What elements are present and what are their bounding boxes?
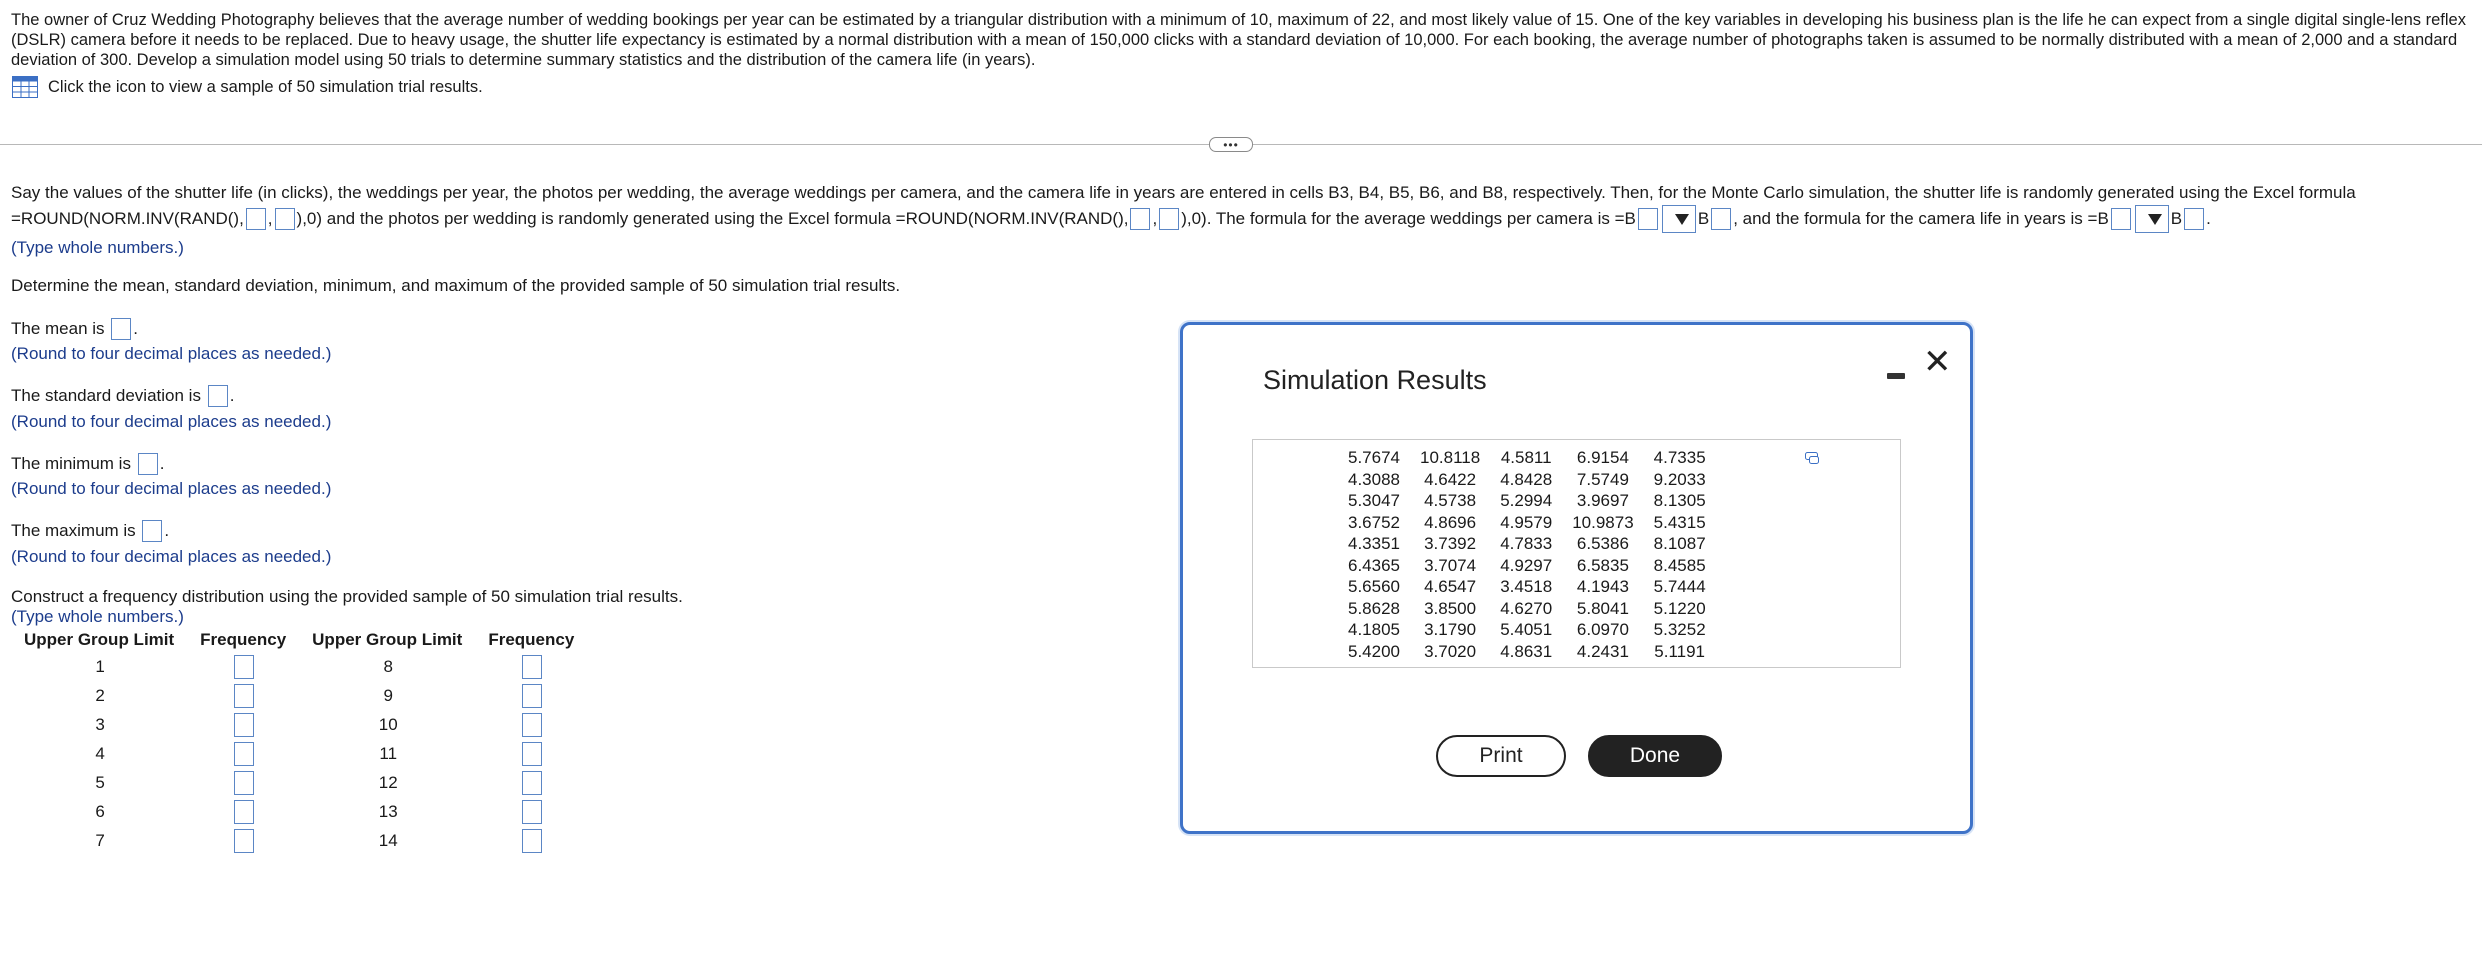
weddings-cell-input-1[interactable] (1638, 208, 1658, 230)
result-cell: 3.7392 (1424, 534, 1477, 553)
life-cell-input-2[interactable] (2184, 208, 2204, 230)
result-cell: 10.8118 (1420, 448, 1481, 467)
header-frequency-1: Frequency (200, 630, 287, 649)
result-cell: 3.7074 (1424, 555, 1477, 575)
results-table (1338, 447, 1716, 662)
result-cell: 5.2994 (1500, 491, 1553, 510)
result-cell: 4.8631 (1500, 641, 1553, 661)
frequency-input[interactable] (522, 684, 542, 708)
table-row (12, 826, 588, 855)
upper-limit-cell: 1 (95, 656, 105, 676)
upper-limit-cell: 8 (383, 656, 393, 676)
result-cell: 4.1943 (1576, 577, 1629, 596)
table-row (1338, 469, 1716, 491)
frequency-input[interactable] (234, 829, 254, 853)
table-row (1338, 598, 1716, 620)
std-hint: (Round to four decimal places as needed.) (11, 412, 332, 431)
frequency-input[interactable] (234, 713, 254, 737)
upper-limit-cell: 4 (95, 743, 105, 763)
results-panel (1252, 439, 1901, 668)
result-cell: 4.2431 (1576, 641, 1629, 661)
result-cell: 5.1220 (1653, 598, 1706, 618)
formula-prefix: =ROUND(NORM.INV(RAND(), (11, 209, 244, 228)
result-cell: 4.3351 (1348, 534, 1400, 553)
upper-limit-cell: 12 (378, 772, 398, 792)
frequency-input[interactable] (234, 684, 254, 708)
result-cell: 4.6270 (1500, 598, 1553, 618)
b-letter-2: B (2170, 209, 2183, 228)
result-cell: 6.9154 (1576, 448, 1629, 467)
result-cell: 6.5835 (1576, 555, 1629, 575)
photos-std-input[interactable] (1159, 208, 1179, 230)
result-cell: 4.6547 (1424, 577, 1477, 596)
shutter-mean-input[interactable] (246, 208, 266, 230)
result-cell: 3.1790 (1424, 620, 1477, 639)
upper-limit-cell: 3 (95, 714, 105, 734)
result-cell: 3.6752 (1348, 512, 1400, 532)
life-cell-input-1[interactable] (2111, 208, 2131, 230)
frequency-input[interactable] (522, 742, 542, 766)
result-cell: 4.6422 (1424, 469, 1477, 489)
formula-comma-2: , (1152, 209, 1158, 228)
mean-row (11, 318, 138, 340)
upper-limit-cell: 9 (383, 685, 393, 705)
result-cell: 4.1805 (1348, 620, 1400, 639)
upper-limit-cell: 10 (378, 714, 398, 734)
problem-statement: The owner of Cruz Wedding Photography believes that the average number of wedding bookings per year can be estimated by a triangular distribution with a minimum of 10, maximum of 22, and most likely value of 15. One of the key variables in developing his business plan is the life he can expect from a single digital single-lens reflex (DSLR) camera before it needs to be replaced. Due to heavy usage, the shutter life expectancy is estimated by a normal distribution with a mean of 150,000 clicks with a standard deviation of 10,000. For each booking, the average number of photographs taken is assumed to be normally distributed with a mean of 2,000 and a standard deviation of 300. Develop a simulation model using 50 trials to determine summary statistics and the distribution of the camera life (in years). (11, 11, 2466, 69)
max-label: The maximum is (11, 521, 136, 540)
result-cell: 5.8041 (1576, 598, 1629, 618)
table-row (12, 739, 588, 768)
table-row (1338, 619, 1716, 641)
life-operator-dropdown[interactable] (2135, 205, 2169, 233)
result-cell: 5.1191 (1654, 641, 1706, 661)
table-row (1338, 512, 1716, 534)
frequency-input[interactable] (234, 655, 254, 679)
frequency-input[interactable] (234, 771, 254, 795)
table-icon[interactable] (12, 76, 38, 98)
result-cell: 8.1305 (1653, 491, 1706, 510)
table-row (12, 710, 588, 739)
upper-limit-cell: 5 (95, 772, 105, 792)
min-hint: (Round to four decimal places as needed.) (11, 479, 332, 498)
std-row (11, 385, 234, 407)
upper-limit-cell: 6 (95, 801, 105, 821)
upper-limit-cell: 13 (378, 801, 398, 821)
header-upper-limit-2: Upper Group Limit (312, 630, 463, 649)
result-cell: 9.2033 (1653, 469, 1706, 489)
table-row (12, 681, 588, 710)
frequency-table (12, 628, 588, 855)
weddings-operator-dropdown[interactable] (1662, 205, 1696, 233)
result-cell: 4.7833 (1500, 534, 1553, 553)
b-letter: B (1697, 209, 1710, 228)
formula-mid3: , and the formula for the camera life in years is =B (1733, 209, 2109, 228)
upper-limit-cell: 11 (379, 743, 398, 763)
sample-link-text[interactable]: Click the icon to view a sample of 50 simulation trial results. (48, 77, 483, 96)
frequency-input[interactable] (234, 742, 254, 766)
result-cell: 6.0970 (1576, 620, 1629, 639)
part-c-hint: (Type whole numbers.) (11, 607, 184, 626)
result-cell: 10.9873 (1572, 512, 1634, 532)
mean-input[interactable] (111, 318, 131, 340)
done-button[interactable]: Done (1588, 735, 1722, 777)
std-period: . (229, 386, 235, 405)
result-cell: 4.9297 (1500, 555, 1553, 575)
mean-period: . (133, 319, 139, 338)
upper-limit-cell: 2 (95, 685, 105, 705)
mean-hint: (Round to four decimal places as needed.) (11, 344, 332, 363)
result-cell: 4.8428 (1500, 469, 1553, 489)
table-row (1338, 533, 1716, 555)
shutter-std-input[interactable] (275, 208, 295, 230)
result-cell: 4.9579 (1500, 512, 1553, 532)
result-cell: 5.3047 (1348, 491, 1400, 510)
table-row (12, 797, 588, 826)
table-row (1338, 576, 1716, 598)
table-row (1338, 447, 1716, 469)
result-cell: 5.3252 (1653, 620, 1706, 639)
formula-mid2: ),0). The formula for the average weddings per camera is =B (1181, 209, 1636, 228)
table-row (12, 652, 588, 681)
frequency-input[interactable] (522, 655, 542, 679)
part-a-hint: (Type whole numbers.) (11, 238, 184, 257)
header-upper-limit-1: Upper Group Limit (24, 630, 175, 649)
formula-comma: , (267, 209, 273, 228)
copy-icon[interactable] (1805, 452, 1819, 464)
min-row (11, 453, 164, 475)
result-cell: 7.5749 (1576, 469, 1629, 489)
result-cell: 4.7335 (1653, 448, 1706, 467)
result-cell: 4.3088 (1348, 469, 1400, 489)
part-c-intro: Construct a frequency distribution using the provided sample of 50 simulation trial results. (11, 587, 683, 606)
min-label: The minimum is (11, 454, 131, 473)
result-cell: 3.7020 (1424, 641, 1477, 661)
result-cell: 4.5811 (1500, 448, 1552, 467)
result-cell: 5.4315 (1653, 512, 1706, 532)
result-cell: 5.4051 (1500, 620, 1553, 639)
result-cell: 6.4365 (1348, 555, 1400, 575)
part-b-intro: Determine the mean, standard deviation, minimum, and maximum of the provided sample of 50 simulation trial results. (11, 276, 901, 295)
upper-limit-cell: 7 (95, 830, 105, 850)
frequency-input[interactable] (522, 713, 542, 737)
result-cell: 3.4518 (1500, 577, 1553, 596)
table-row (1338, 641, 1716, 663)
formula-mid: ),0) and the photos per wedding is randomly generated using the Excel formula =ROUND(NORM.INV(RAND(), (296, 209, 1129, 228)
max-row (11, 520, 169, 542)
std-label: The standard deviation is (11, 386, 201, 405)
table-row (1338, 555, 1716, 577)
max-input[interactable] (142, 520, 162, 542)
result-cell: 5.4200 (1348, 641, 1400, 661)
table-row (12, 768, 588, 797)
print-button[interactable]: Print (1436, 735, 1566, 777)
header-frequency-2: Frequency (488, 630, 575, 649)
table-row (1338, 490, 1716, 512)
frequency-input[interactable] (234, 800, 254, 824)
result-cell: 3.8500 (1424, 598, 1477, 618)
expand-handle[interactable]: ••• (1209, 137, 1253, 152)
result-cell: 5.7674 (1348, 448, 1400, 467)
max-hint: (Round to four decimal places as needed.) (11, 547, 332, 566)
min-period: . (159, 454, 165, 473)
frequency-input[interactable] (522, 800, 542, 824)
result-cell: 4.5738 (1424, 491, 1477, 510)
part-a-line1: Say the values of the shutter life (in clicks), the weddings per year, the photos per wedding, the average weddings per camera, and the camera life in years are entered in cells B3, B4, B5, B6, and B8, respectively. Then, for the Monte Carlo simulation, the shutter life is randomly generated using the Excel formula (11, 183, 2356, 202)
mean-label: The mean is (11, 319, 105, 338)
sample-data-link[interactable] (12, 76, 483, 98)
photos-mean-input[interactable] (1130, 208, 1150, 230)
weddings-cell-input-2[interactable] (1711, 208, 1731, 230)
min-input[interactable] (138, 453, 158, 475)
result-cell: 8.1087 (1653, 534, 1706, 553)
result-cell: 5.6560 (1348, 577, 1400, 596)
result-cell: 5.7444 (1653, 577, 1706, 596)
result-cell: 4.8696 (1424, 512, 1477, 532)
frequency-input[interactable] (522, 771, 542, 795)
frequency-input[interactable] (522, 829, 542, 853)
dialog-title: Simulation Results (1263, 365, 1487, 395)
upper-limit-cell: 14 (378, 830, 398, 850)
max-period: . (164, 521, 170, 540)
result-cell: 6.5386 (1576, 534, 1629, 553)
result-cell: 8.4585 (1653, 555, 1706, 575)
minimize-icon[interactable] (1887, 373, 1905, 379)
std-input[interactable] (208, 385, 228, 407)
simulation-results-dialog (1180, 322, 1973, 834)
result-cell: 3.9697 (1576, 491, 1629, 510)
part-a-formula-line (11, 205, 2211, 233)
formula-period: . (2206, 209, 2211, 228)
close-icon[interactable]: ✕ (1923, 343, 1952, 381)
result-cell: 5.8628 (1348, 598, 1400, 618)
